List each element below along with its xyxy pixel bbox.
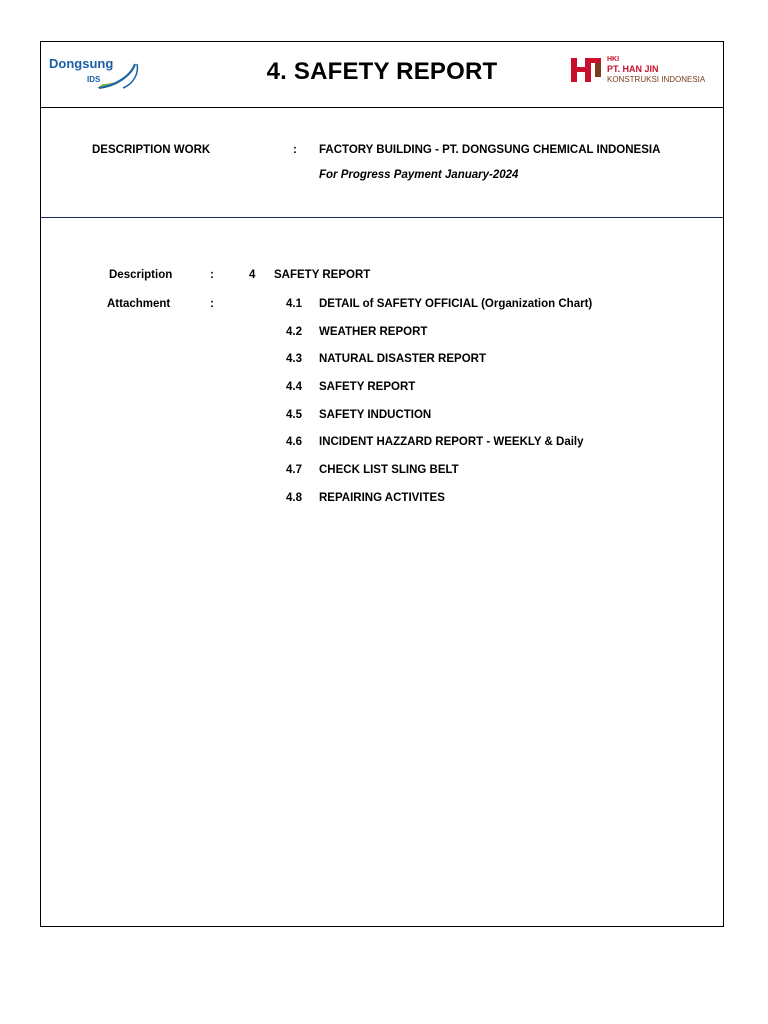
attachment-number: 4.2 — [286, 326, 302, 338]
description-work-colon: : — [293, 144, 297, 156]
description-work-block — [41, 107, 723, 218]
attachment-item: SAFETY REPORT — [319, 381, 416, 393]
attachment-number: 4.7 — [286, 464, 302, 476]
page-title: 4. SAFETY REPORT — [266, 58, 498, 85]
description-work-value: FACTORY BUILDING - PT. DONGSUNG CHEMICAL INDONESIA — [319, 144, 661, 156]
attachment-number: 4.4 — [286, 381, 302, 393]
attachment-number: 4.6 — [286, 436, 302, 448]
attachment-item: DETAIL of SAFETY OFFICIAL (Organization Chart) — [319, 298, 593, 310]
attachment-item: INCIDENT HAZZARD REPORT - WEEKLY & Daily — [319, 436, 584, 448]
dongsung-logo-sub: IDS — [87, 75, 101, 84]
hanjin-mark-icon — [569, 56, 603, 84]
attachment-label: Attachment — [107, 298, 171, 310]
report-header — [41, 42, 723, 108]
description-label: Description — [109, 269, 173, 281]
attachment-item: NATURAL DISASTER REPORT — [319, 353, 486, 365]
attachment-colon: : — [210, 298, 214, 310]
hanjin-logo-line1: HKI — [607, 56, 620, 63]
attachment-item: WEATHER REPORT — [319, 326, 428, 338]
section-number: 4 — [249, 269, 256, 281]
attachment-number: 4.5 — [286, 409, 302, 421]
attachment-number: 4.1 — [286, 298, 302, 310]
progress-payment-note: For Progress Payment January-2024 — [319, 169, 519, 181]
hanjin-logo-line3: KONSTRUKSI INDONESIA — [607, 75, 706, 84]
attachment-item: CHECK LIST SLING BELT — [319, 464, 459, 476]
attachment-item: SAFETY INDUCTION — [319, 409, 432, 421]
description-colon: : — [210, 269, 214, 281]
attachment-number: 4.3 — [286, 353, 302, 365]
description-work-label: DESCRIPTION WORK — [92, 144, 211, 156]
dongsung-logo-brand: Dongsung — [49, 56, 114, 71]
hanjin-logo-line2: PT. HAN JIN — [607, 64, 659, 74]
attachment-item: REPAIRING ACTIVITES — [319, 492, 445, 504]
attachment-number: 4.8 — [286, 492, 302, 504]
report-sheet — [40, 41, 724, 927]
section-name: SAFETY REPORT — [274, 269, 371, 281]
hanjin-logo — [569, 54, 719, 90]
